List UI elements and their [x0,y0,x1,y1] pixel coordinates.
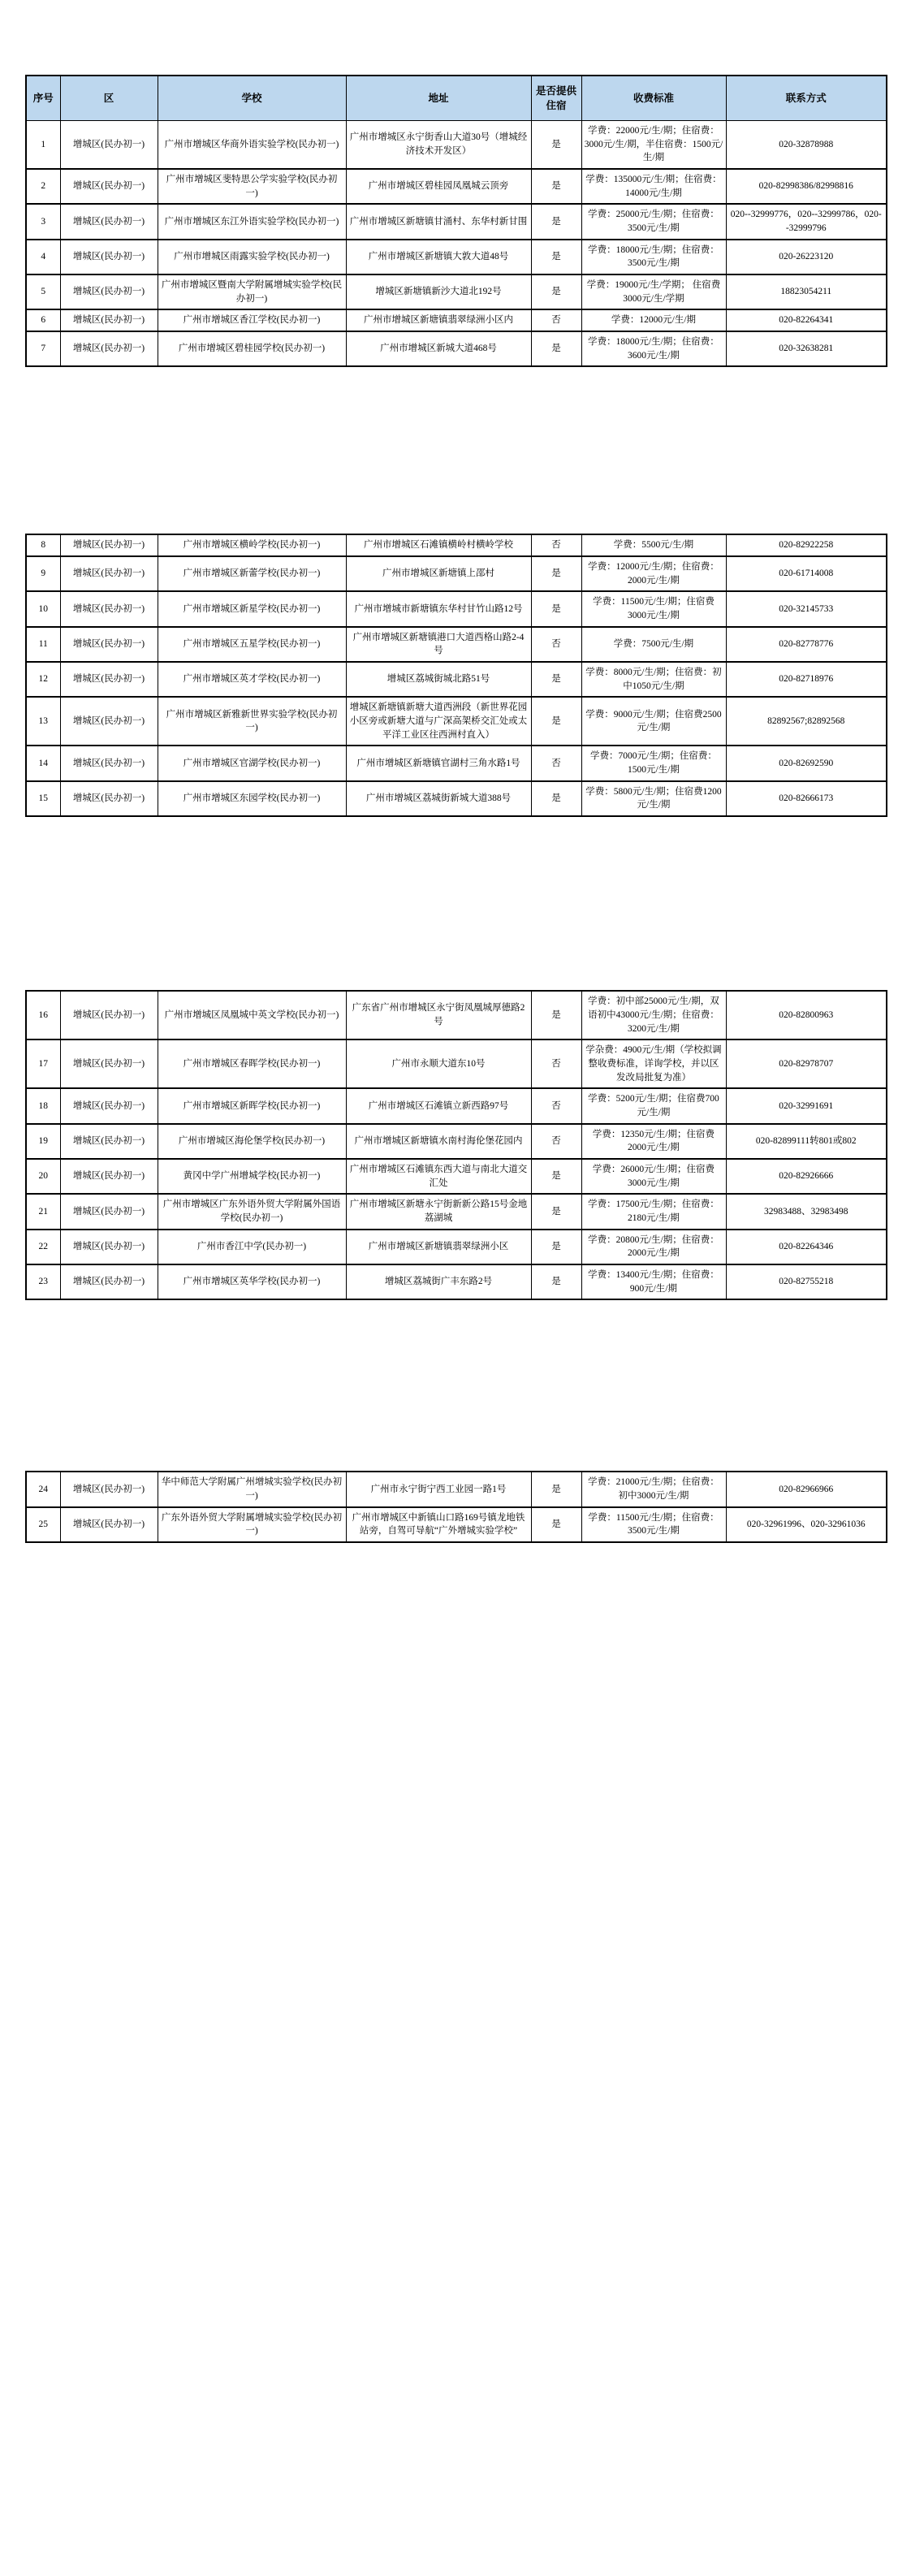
block-gap-1 [0,367,911,534]
table-row [26,781,887,816]
cell-address: 广州市增城区新塘镇翡翠绿洲小区 [346,1230,531,1264]
cell-fees: 学费：11500元/生/期；住宿费3000元/生/期 [581,591,726,626]
cell-school: 广州市增城区英才学校(民办初一) [158,662,346,697]
cell-index: 5 [26,274,60,309]
table-block-2 [25,534,886,817]
cell-fees: 学费：7500元/生/期 [581,627,726,662]
table-row [26,534,887,556]
table-row [26,556,887,591]
cell-fees: 学费：25000元/生/期；住宿费：3500元/生/期 [581,204,726,239]
cell-boarding: 是 [531,556,581,591]
cell-school: 广州市增城区凤凰城中英文学校(民办初一) [158,991,346,1039]
cell-index: 1 [26,121,60,170]
cell-address: 广州市增城区新塘镇甘涌村、东华村新甘围 [346,204,531,239]
cell-contact: 020-32961996、020-32961036 [726,1507,887,1542]
cell-fees: 学费：8000元/生/期；住宿费：初中1050元/生/期 [581,662,726,697]
cell-boarding: 是 [531,662,581,697]
cell-address: 广州市增城区新城大道468号 [346,331,531,366]
cell-index: 3 [26,204,60,239]
cell-contact: 020-26223120 [726,240,887,274]
cell-school: 广州市增城区香江学校(民办初一) [158,309,346,331]
cell-school: 广州市增城区官湖学校(民办初一) [158,746,346,780]
cell-district: 增城区(民办初一) [60,1039,158,1088]
cell-fees: 学费：18000元/生/期；住宿费：3600元/生/期 [581,331,726,366]
cell-contact: 020-82899111转801或802 [726,1124,887,1159]
cell-district: 增城区(民办初一) [60,1124,158,1159]
cell-boarding: 是 [531,169,581,204]
column-header-fees: 收费标准 [581,76,726,121]
cell-address: 增城区荔城街城北路51号 [346,662,531,697]
cell-boarding: 是 [531,1159,581,1194]
cell-fees: 学杂费：4900元/生/期（学校拟调整收费标准，详询学校，并以区发改局批复为准） [581,1039,726,1088]
cell-school: 广州市增城区斐特思公学实验学校(民办初一) [158,169,346,204]
cell-index: 23 [26,1264,60,1299]
table-row [26,746,887,780]
cell-address: 广州市增城区永宁街香山大道30号（增城经济技术开发区） [346,121,531,170]
header-row [26,76,887,121]
table-body-block-3 [26,991,887,1299]
cell-fees: 学费：13400元/生/期；住宿费：900元/生/期 [581,1264,726,1299]
cell-contact: 020-82800963 [726,991,887,1039]
cell-index: 15 [26,781,60,816]
cell-boarding: 否 [531,534,581,556]
cell-district: 增城区(民办初一) [60,991,158,1039]
cell-index: 18 [26,1088,60,1123]
cell-contact: 020-82718976 [726,662,887,697]
table-row [26,1507,887,1542]
cell-contact: 18823054211 [726,274,887,309]
cell-index: 14 [26,746,60,780]
cell-fees: 学费：135000元/生/期；住宿费：14000元/生/期 [581,169,726,204]
cell-district: 增城区(民办初一) [60,1230,158,1264]
table-row [26,169,887,204]
cell-index: 25 [26,1507,60,1542]
cell-fees: 学费：7000元/生/期；住宿费：1500元/生/期 [581,746,726,780]
cell-contact: 020-82978707 [726,1039,887,1088]
cell-contact: 32983488、32983498 [726,1194,887,1229]
table-row [26,309,887,331]
cell-boarding: 是 [531,1264,581,1299]
cell-index: 9 [26,556,60,591]
cell-boarding: 是 [531,274,581,309]
cell-index: 8 [26,534,60,556]
cell-boarding: 是 [531,121,581,170]
cell-fees: 学费：12000元/生/期 [581,309,726,331]
table-block-3 [25,990,886,1300]
cell-boarding: 否 [531,1124,581,1159]
cell-district: 增城区(民办初一) [60,240,158,274]
cell-boarding: 是 [531,991,581,1039]
cell-district: 增城区(民办初一) [60,591,158,626]
cell-address: 广州市增城区荔城街新城大道388号 [346,781,531,816]
cell-fees: 学费：26000元/生/期；住宿费3000元/生/期 [581,1159,726,1194]
cell-contact: 020-82926666 [726,1159,887,1194]
table-row [26,991,887,1039]
cell-contact: 020-32878988 [726,121,887,170]
table-row [26,627,887,662]
block-gap-3 [0,1300,911,1471]
cell-address: 广州市永宁街宁西工业园一路1号 [346,1472,531,1506]
cell-fees: 学费：5500元/生/期 [581,534,726,556]
school-table-block-2 [25,534,887,817]
cell-address: 广州市增城区新塘镇港口大道西格山路2-4号 [346,627,531,662]
cell-index: 10 [26,591,60,626]
cell-district: 增城区(民办初一) [60,627,158,662]
cell-contact: 020-32991691 [726,1088,887,1123]
cell-fees: 学费：20800元/生/期；住宿费：2000元/生/期 [581,1230,726,1264]
cell-boarding: 否 [531,627,581,662]
table-header [26,76,887,121]
cell-contact: 020-82264341 [726,309,887,331]
cell-school: 广州市增城区暨南大学附属增城实验学校(民办初一) [158,274,346,309]
cell-fees: 学费：12000元/生/期；住宿费：2000元/生/期 [581,556,726,591]
table-row [26,274,887,309]
cell-index: 2 [26,169,60,204]
cell-fees: 学费：9000元/生/期；住宿费2500元/生/期 [581,697,726,746]
cell-address: 增城区新塘镇新沙大道北192号 [346,274,531,309]
cell-address: 广州市增城区新塘镇水南村海伦堡花园内 [346,1124,531,1159]
cell-school: 广州市增城区新蕾学校(民办初一) [158,556,346,591]
cell-boarding: 是 [531,1507,581,1542]
block-gap-2 [0,817,911,990]
cell-school: 广州市增城区横岭学校(民办初一) [158,534,346,556]
cell-fees: 学费：5800元/生/期；住宿费1200元/生/期 [581,781,726,816]
cell-address: 增城区荔城街广丰东路2号 [346,1264,531,1299]
table-row [26,1194,887,1229]
cell-index: 6 [26,309,60,331]
cell-fees: 学费：19000元/生/学期； 住宿费3000元/生/学期 [581,274,726,309]
cell-address: 广州市增城市新塘镇东华村甘竹山路12号 [346,591,531,626]
table-row [26,204,887,239]
cell-boarding: 是 [531,591,581,626]
cell-address: 广州市增城区新塘镇大敦大道48号 [346,240,531,274]
cell-school: 黄冈中学广州增城学校(民办初一) [158,1159,346,1194]
cell-contact: 020-82264346 [726,1230,887,1264]
cell-fees: 学费：初中部25000元/生/期，双语初中43000元/生/期；住宿费：3200元/生/期 [581,991,726,1039]
table-row [26,1472,887,1506]
cell-boarding: 否 [531,746,581,780]
cell-school: 广州市增城区英华学校(民办初一) [158,1264,346,1299]
table-row [26,697,887,746]
cell-school: 广州市增城区碧桂园学校(民办初一) [158,331,346,366]
cell-district: 增城区(民办初一) [60,534,158,556]
cell-index: 22 [26,1230,60,1264]
cell-district: 增城区(民办初一) [60,204,158,239]
cell-address: 广州市增城区中新镇山口路169号镇龙地铁站旁，自驾可导航“广外增城实验学校” [346,1507,531,1542]
column-header-address: 地址 [346,76,531,121]
cell-boarding: 是 [531,331,581,366]
school-table-block-4 [25,1471,887,1543]
cell-district: 增城区(民办初一) [60,1194,158,1229]
cell-index: 19 [26,1124,60,1159]
school-table-block-1 [25,75,887,367]
cell-fees: 学费：5200元/生/期；住宿费700元/生/期 [581,1088,726,1123]
cell-fees: 学费：12350元/生/期；住宿费2000元/生/期 [581,1124,726,1159]
cell-contact: 020-82692590 [726,746,887,780]
table-row [26,1088,887,1123]
cell-boarding: 是 [531,1194,581,1229]
cell-boarding: 是 [531,1472,581,1506]
cell-district: 增城区(民办初一) [60,781,158,816]
column-header-district: 区 [60,76,158,121]
cell-district: 增城区(民办初一) [60,1472,158,1506]
cell-school: 广州市香江中学(民办初一) [158,1230,346,1264]
cell-index: 21 [26,1194,60,1229]
cell-contact: 020-82966966 [726,1472,887,1506]
cell-index: 4 [26,240,60,274]
cell-district: 增城区(民办初一) [60,1507,158,1542]
column-header-contact: 联系方式 [726,76,887,121]
cell-address: 广州市增城区新塘镇翡翠绿洲小区内 [346,309,531,331]
cell-school: 广东外语外贸大学附属增城实验学校(民办初一) [158,1507,346,1542]
cell-address: 广州市增城区石滩镇东西大道与南北大道交汇处 [346,1159,531,1194]
cell-district: 增城区(民办初一) [60,1264,158,1299]
cell-index: 13 [26,697,60,746]
cell-index: 11 [26,627,60,662]
cell-index: 12 [26,662,60,697]
cell-contact: 020-32145733 [726,591,887,626]
cell-index: 24 [26,1472,60,1506]
cell-boarding: 是 [531,240,581,274]
cell-school: 广州市增城区新晖学校(民办初一) [158,1088,346,1123]
cell-district: 增城区(民办初一) [60,556,158,591]
cell-contact: 82892567;82892568 [726,697,887,746]
table-row [26,121,887,170]
cell-boarding: 否 [531,1039,581,1088]
cell-address: 广州市增城区石滩镇立新西路97号 [346,1088,531,1123]
cell-school: 广州市增城区春晖学校(民办初一) [158,1039,346,1088]
cell-address: 广州市永顺大道东10号 [346,1039,531,1088]
cell-school: 华中师范大学附属广州增城实验学校(民办初一) [158,1472,346,1506]
cell-index: 7 [26,331,60,366]
table-body-block-4 [26,1472,887,1542]
cell-school: 广州市增城区雨露实验学校(民办初一) [158,240,346,274]
cell-boarding: 否 [531,309,581,331]
cell-boarding: 是 [531,781,581,816]
cell-school: 广州市增城区广东外语外贸大学附属外国语学校(民办初一) [158,1194,346,1229]
cell-address: 广州市增城区新塘永宁街新新公路15号金地荔湖城 [346,1194,531,1229]
cell-index: 16 [26,991,60,1039]
table-row [26,1264,887,1299]
cell-school: 广州市增城区新雅新世界实验学校(民办初一) [158,697,346,746]
school-table-block-3 [25,990,887,1300]
table-body-block-2 [26,534,887,816]
table-row [26,331,887,366]
table-row [26,1039,887,1088]
page-top-margin [0,0,911,75]
cell-address: 广州市增城区新塘镇上邵村 [346,556,531,591]
cell-address: 增城区新塘镇新塘大道西洲段（新世界花园小区旁或新塘大道与广深高架桥交汇处或太平洋工业区往西洲村直入） [346,697,531,746]
cell-district: 增城区(民办初一) [60,169,158,204]
cell-district: 增城区(民办初一) [60,274,158,309]
cell-school: 广州市增城区东江外语实验学校(民办初一) [158,204,346,239]
cell-contact: 020-61714008 [726,556,887,591]
cell-district: 增城区(民办初一) [60,309,158,331]
cell-district: 增城区(民办初一) [60,1159,158,1194]
cell-contact: 020-82755218 [726,1264,887,1299]
table-row [26,240,887,274]
cell-contact: 020-82998386/82998816 [726,169,887,204]
cell-fees: 学费：21000元/生/期；住宿费：初中3000元/生/期 [581,1472,726,1506]
cell-school: 广州市增城区新星学校(民办初一) [158,591,346,626]
table-body-block-1 [26,121,887,367]
cell-school: 广州市增城区华商外语实验学校(民办初一) [158,121,346,170]
cell-district: 增城区(民办初一) [60,662,158,697]
cell-address: 广州市增城区新塘镇官湖村三角水路1号 [346,746,531,780]
table-block-4 [25,1471,886,1543]
cell-district: 增城区(民办初一) [60,331,158,366]
table-row [26,1124,887,1159]
table-row [26,1230,887,1264]
cell-district: 增城区(民办初一) [60,1088,158,1123]
cell-fees: 学费：18000元/生/期；住宿费：3500元/生/期 [581,240,726,274]
table-row [26,662,887,697]
cell-fees: 学费：22000元/生/期；住宿费：3000元/生/期，半住宿费：1500元/生/期 [581,121,726,170]
cell-boarding: 是 [531,204,581,239]
cell-index: 17 [26,1039,60,1088]
cell-contact: 020-82666173 [726,781,887,816]
cell-district: 增城区(民办初一) [60,121,158,170]
cell-contact: 020--32999776，020--32999786，020--32999796 [726,204,887,239]
column-header-school: 学校 [158,76,346,121]
cell-contact: 020-82922258 [726,534,887,556]
cell-school: 广州市增城区五星学校(民办初一) [158,627,346,662]
cell-contact: 020-32638281 [726,331,887,366]
cell-contact: 020-82778776 [726,627,887,662]
table-row [26,1159,887,1194]
cell-boarding: 是 [531,1230,581,1264]
cell-index: 20 [26,1159,60,1194]
column-header-boarding: 是否提供住宿 [531,76,581,121]
cell-fees: 学费：11500元/生/期；住宿费：3500元/生/期 [581,1507,726,1542]
cell-district: 增城区(民办初一) [60,746,158,780]
cell-boarding: 否 [531,1088,581,1123]
column-header-index: 序号 [26,76,60,121]
table-row [26,591,887,626]
cell-fees: 学费：17500元/生/期；住宿费：2180元/生/期 [581,1194,726,1229]
cell-address: 广州市增城区石滩镇横岭村横岭学校 [346,534,531,556]
cell-address: 广州市增城区碧桂园凤凰城云顶旁 [346,169,531,204]
cell-address: 广东省广州市增城区永宁街凤凰城厚德路2号 [346,991,531,1039]
cell-boarding: 是 [531,697,581,746]
cell-school: 广州市增城区东园学校(民办初一) [158,781,346,816]
table-block-1 [25,75,886,367]
cell-district: 增城区(民办初一) [60,697,158,746]
cell-school: 广州市增城区海伦堡学校(民办初一) [158,1124,346,1159]
